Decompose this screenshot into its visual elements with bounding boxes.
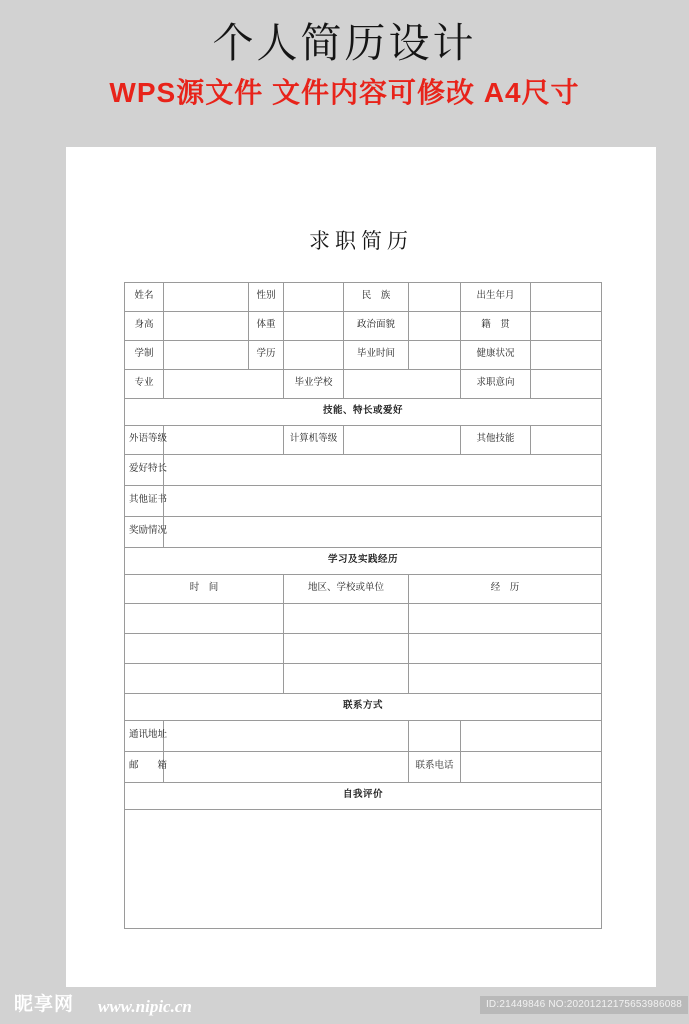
field-label-major: 专业 (125, 370, 164, 399)
document-title: 求职简历 (309, 229, 413, 253)
field-value-foreign-language-level[interactable] (164, 426, 284, 455)
field-label-hobby: 爱好特长 (125, 455, 164, 486)
table-row-experience-3 (125, 664, 602, 694)
table-row-awards (125, 517, 602, 548)
field-label-birthdate: 出生年月 (461, 283, 531, 312)
experience-detail-2[interactable] (409, 634, 602, 664)
experience-time-2[interactable] (125, 634, 284, 664)
column-header-place: 地区、学校或单位 (284, 575, 409, 604)
table-row-height (125, 312, 602, 341)
field-label-health: 健康状况 (461, 341, 531, 370)
field-value-gender[interactable] (284, 283, 344, 312)
experience-place-2[interactable] (284, 634, 409, 664)
field-value-job-intention[interactable] (531, 370, 602, 399)
field-label-awards: 奖励情况 (125, 517, 164, 548)
field-label-computer-level: 计算机等级 (284, 426, 344, 455)
table-row-experience-1 (125, 604, 602, 634)
field-label-address: 通讯地址 (125, 721, 164, 752)
experience-detail-1[interactable] (409, 604, 602, 634)
section-header-evaluation: 自我评价 (125, 783, 602, 810)
field-value-political-status[interactable] (409, 312, 461, 341)
field-value-major[interactable] (164, 370, 284, 399)
field-value-evaluation[interactable] (125, 810, 602, 929)
table-row-email (125, 752, 602, 783)
section-header-skills: 技能、特长或爱好 (125, 399, 602, 426)
field-label-phone: 联系电话 (409, 752, 461, 783)
field-value-address-extra1[interactable] (409, 721, 461, 752)
experience-detail-3[interactable] (409, 664, 602, 694)
field-label-foreign-language-level: 外语等级 (125, 426, 164, 455)
field-value-phone[interactable] (461, 752, 602, 783)
field-label-ethnicity: 民 族 (344, 283, 409, 312)
table-row-experience-header (125, 548, 602, 575)
field-value-computer-level[interactable] (344, 426, 461, 455)
table-row-name (125, 283, 602, 312)
field-value-certificates[interactable] (164, 486, 602, 517)
field-label-degree: 学历 (249, 341, 284, 370)
table-row-experience-2 (125, 634, 602, 664)
table-row-contact-header (125, 694, 602, 721)
table-row-address (125, 721, 602, 752)
table-row-certificates (125, 486, 602, 517)
experience-time-1[interactable] (125, 604, 284, 634)
field-label-certificates: 其他证书 (125, 486, 164, 517)
table-row-grades (125, 426, 602, 455)
field-label-email: 邮 箱 (125, 752, 164, 783)
field-value-native-place[interactable] (531, 312, 602, 341)
field-value-hobby[interactable] (164, 455, 602, 486)
field-value-address-extra2[interactable] (461, 721, 602, 752)
nipic-logo: 昵享网 (14, 994, 75, 1015)
field-label-height: 身高 (125, 312, 164, 341)
field-value-health[interactable] (531, 341, 602, 370)
experience-time-3[interactable] (125, 664, 284, 694)
field-label-weight: 体重 (249, 312, 284, 341)
table-row-hobby (125, 455, 602, 486)
field-value-address[interactable] (164, 721, 409, 752)
column-header-time: 时 间 (125, 575, 284, 604)
field-value-height[interactable] (164, 312, 249, 341)
field-label-graduated-school: 毕业学校 (284, 370, 344, 399)
watermark-bar (0, 987, 689, 1024)
field-value-weight[interactable] (284, 312, 344, 341)
field-value-email[interactable] (164, 752, 409, 783)
table-row-education-system (125, 341, 602, 370)
field-label-school-system: 学制 (125, 341, 164, 370)
section-header-experience: 学习及实践经历 (125, 548, 602, 575)
promo-title: 个人简历设计 (212, 20, 477, 66)
image-id-badge: ID:21449846 NO:20201212175653986088 (480, 996, 688, 1014)
field-label-other-skills: 其他技能 (461, 426, 531, 455)
field-label-job-intention: 求职意向 (461, 370, 531, 399)
resume-form-table (124, 282, 602, 929)
nipic-url: www.nipic.cn (98, 997, 192, 1016)
experience-place-3[interactable] (284, 664, 409, 694)
field-value-name[interactable] (164, 283, 249, 312)
table-row-evaluation-body (125, 810, 602, 929)
field-label-graduation-time: 毕业时间 (344, 341, 409, 370)
table-row-evaluation-header (125, 783, 602, 810)
table-row-experience-columns (125, 575, 602, 604)
field-value-graduated-school[interactable] (344, 370, 461, 399)
resume-paper (66, 147, 656, 987)
field-value-school-system[interactable] (164, 341, 249, 370)
table-row-major (125, 370, 602, 399)
field-value-degree[interactable] (284, 341, 344, 370)
table-row-skills-header (125, 399, 602, 426)
field-value-birthdate[interactable] (531, 283, 602, 312)
promo-subtitle: WPS源文件 文件内容可修改 A4尺寸 (109, 77, 580, 109)
column-header-experience: 经 历 (409, 575, 602, 604)
field-value-other-skills[interactable] (531, 426, 602, 455)
field-label-native-place: 籍 贯 (461, 312, 531, 341)
field-value-awards[interactable] (164, 517, 602, 548)
field-label-gender: 性别 (249, 283, 284, 312)
experience-place-1[interactable] (284, 604, 409, 634)
field-label-political-status: 政治面貌 (344, 312, 409, 341)
field-label-name: 姓名 (125, 283, 164, 312)
section-header-contact: 联系方式 (125, 694, 602, 721)
field-value-graduation-time[interactable] (409, 341, 461, 370)
field-value-ethnicity[interactable] (409, 283, 461, 312)
promo-header (0, 0, 689, 147)
